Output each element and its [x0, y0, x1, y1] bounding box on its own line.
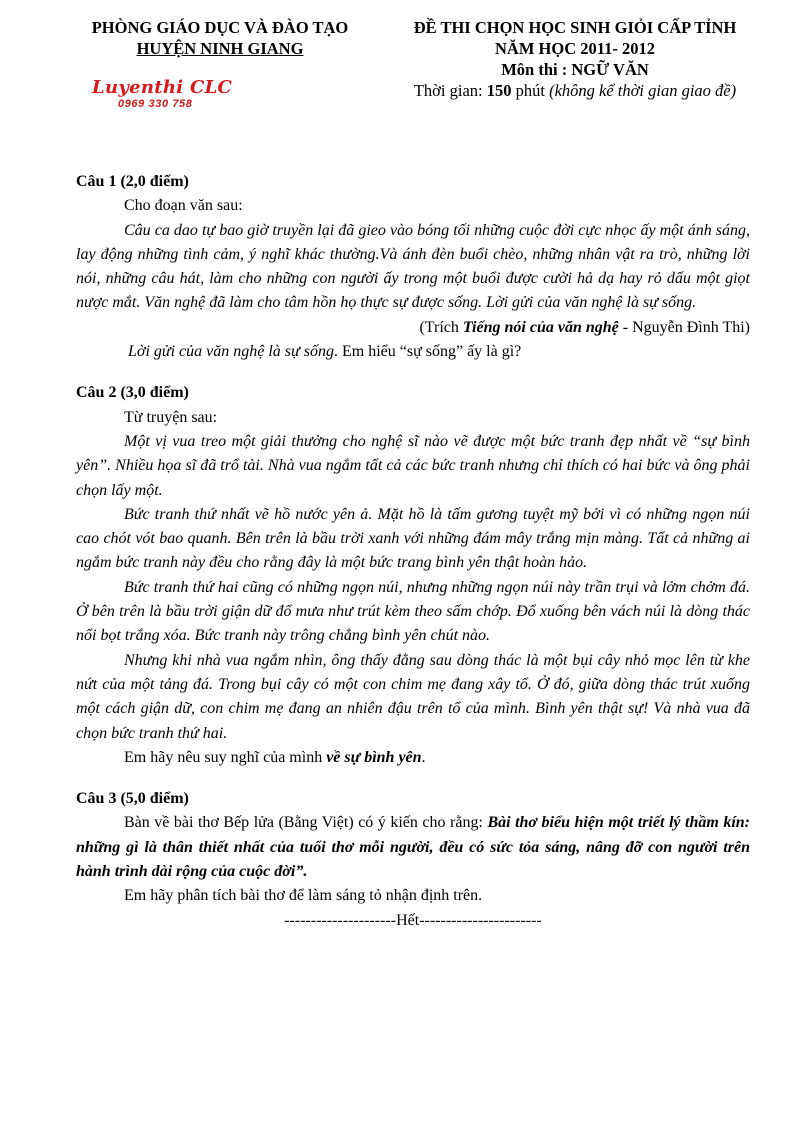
question-2-title: Câu 2 (3,0 điểm) — [76, 384, 189, 402]
body-quote: Bài thơ biểu hiện một triết lý thầm kín: những gì là thân thiết nhất của tuổi thơ mỗi người, đều có sức tỏa sáng, nâng đỡ con người trên hành trình dài rộng của cuộc đời”. — [76, 814, 750, 881]
duration-unit: phút — [511, 81, 550, 100]
story-paragraph-3: Bức tranh thứ hai cũng có những ngọn núi, nhưng những ngọn núi này trần trụi và lởm chởm đá. Ở bên trên là bầu trời giận dữ đổ mưa như trút kèm theo sấm chớp. Đổ xuống bên vách núi là dòng thác nổi bọt trắng xóa. Bức tranh này trông chẳng bình yên chút nào. — [76, 578, 750, 645]
header-exam-info — [380, 17, 770, 101]
department-name: PHÒNG GIÁO DỤC VÀ ĐÀO TẠO — [91, 18, 349, 37]
exam-title: ĐỀ THI CHỌN HỌC SINH GIỎI CẤP TỈNH — [413, 18, 737, 37]
watermark-brand: Luyenthi CLC — [92, 77, 233, 98]
task-prefix: Em hãy nêu suy nghĩ của mình — [124, 748, 327, 766]
task-emphasis: về sự bình yên — [326, 748, 422, 766]
header-department — [70, 17, 370, 59]
exam-duration — [380, 80, 770, 101]
question-3-body — [76, 811, 750, 884]
duration-note: (không kể thời gian giao đề) — [549, 81, 737, 100]
end-marker: ---------------------Hết----------------------- — [284, 911, 542, 929]
story-paragraph-2: Bức tranh thứ nhất vẽ hồ nước yên ả. Mặt hồ là tấm gương tuyệt mỹ bởi vì có những ngọn núi cao chót vót bao quanh. Bên trên là bầu trời xanh với những đám mây trắng mịn màng. Tất cả những ai ngắm bức tranh này đều cho rằng đây là một bức trang bình yên thật hoàn hảo. — [76, 505, 750, 572]
watermark-phone: 0969 330 758 — [118, 98, 193, 110]
duration-value: 150 — [486, 81, 512, 100]
watermark-logo — [92, 78, 252, 111]
question-3-task: Em hãy phân tích bài thơ để làm sáng tỏ nhận định trên. — [124, 887, 483, 905]
spacer — [76, 364, 750, 381]
task-suffix: . — [421, 748, 426, 766]
school-year: NĂM HỌC 2011- 2012 — [495, 39, 655, 58]
prompt-text: . Em hiểu “sự sống” ấy là gì? — [333, 343, 522, 361]
story-paragraph-4: Nhưng khi nhà vua ngắm nhìn, ông thấy đằng sau dòng thác là một bụi cây nhỏ mọc lên từ khe nứt của một tảng đá. Trong bụi cây có một con chim mẹ đang xây tổ. Ở đó, giữa dòng thác trút xuống một cách giận dữ, con chim mẹ đang an nhiên đậu trên tổ của mình. Bình yên thật sự! Và nhà vua đã chọn bức tranh thứ hai. — [76, 651, 750, 742]
question-1-intro: Cho đoạn văn sau: — [124, 197, 243, 215]
question-3-title: Câu 3 (5,0 điểm) — [76, 790, 189, 808]
source-title: Tiếng nói của văn nghệ — [462, 318, 619, 336]
question-2-intro: Từ truyện sau: — [124, 408, 218, 426]
prompt-quote: Lời gửi của văn nghệ là sự sống — [128, 343, 334, 361]
duration-label: Thời gian: — [413, 81, 487, 100]
question-1-source — [76, 316, 750, 340]
exam-body — [76, 170, 750, 933]
question-1-prompt — [76, 340, 750, 364]
question-1-title: Câu 1 (2,0 điểm) — [76, 173, 189, 190]
spacer — [76, 770, 750, 787]
question-2-task — [76, 746, 750, 770]
source-author: - Nguyễn Đình Thi) — [618, 318, 750, 336]
district-name: HUYỆN NINH GIANG — [136, 39, 304, 58]
question-1-passage: Câu ca dao tự bao giờ truyền lại đã gieo vào bóng tối những cuộc đời cực nhọc ấy một ánh sáng, lay động những tình cảm, ý nghĩ khác thường.Và ánh đèn buổi chèo, những nhân vật ra trò, những lời nói, những câu hát, làm cho những con người ấy trong một buổi được cười hả dạ hay rỏ dấu một giọt nược mắt. Văn nghệ đã làm cho tâm hồn họ thực sự được sống. Lời gửi của văn nghệ là sự sống. — [76, 221, 750, 312]
body-prefix: Bàn về bài thơ Bếp lửa (Bằng Việt) có ý kiến cho rằng: — [124, 814, 488, 832]
story-paragraph-1: Một vị vua treo một giải thưởng cho nghệ sĩ nào vẽ được một bức tranh đẹp nhất về “sự bình yên”. Nhiều họa sĩ đã trổ tài. Nhà vua ngắm tất cả các bức tranh nhưng chỉ thích có hai bức và ông phải chọn lấy một. — [76, 432, 750, 499]
exam-subject: Môn thi : NGỮ VĂN — [501, 60, 649, 79]
source-prefix: (Trích — [419, 318, 463, 336]
